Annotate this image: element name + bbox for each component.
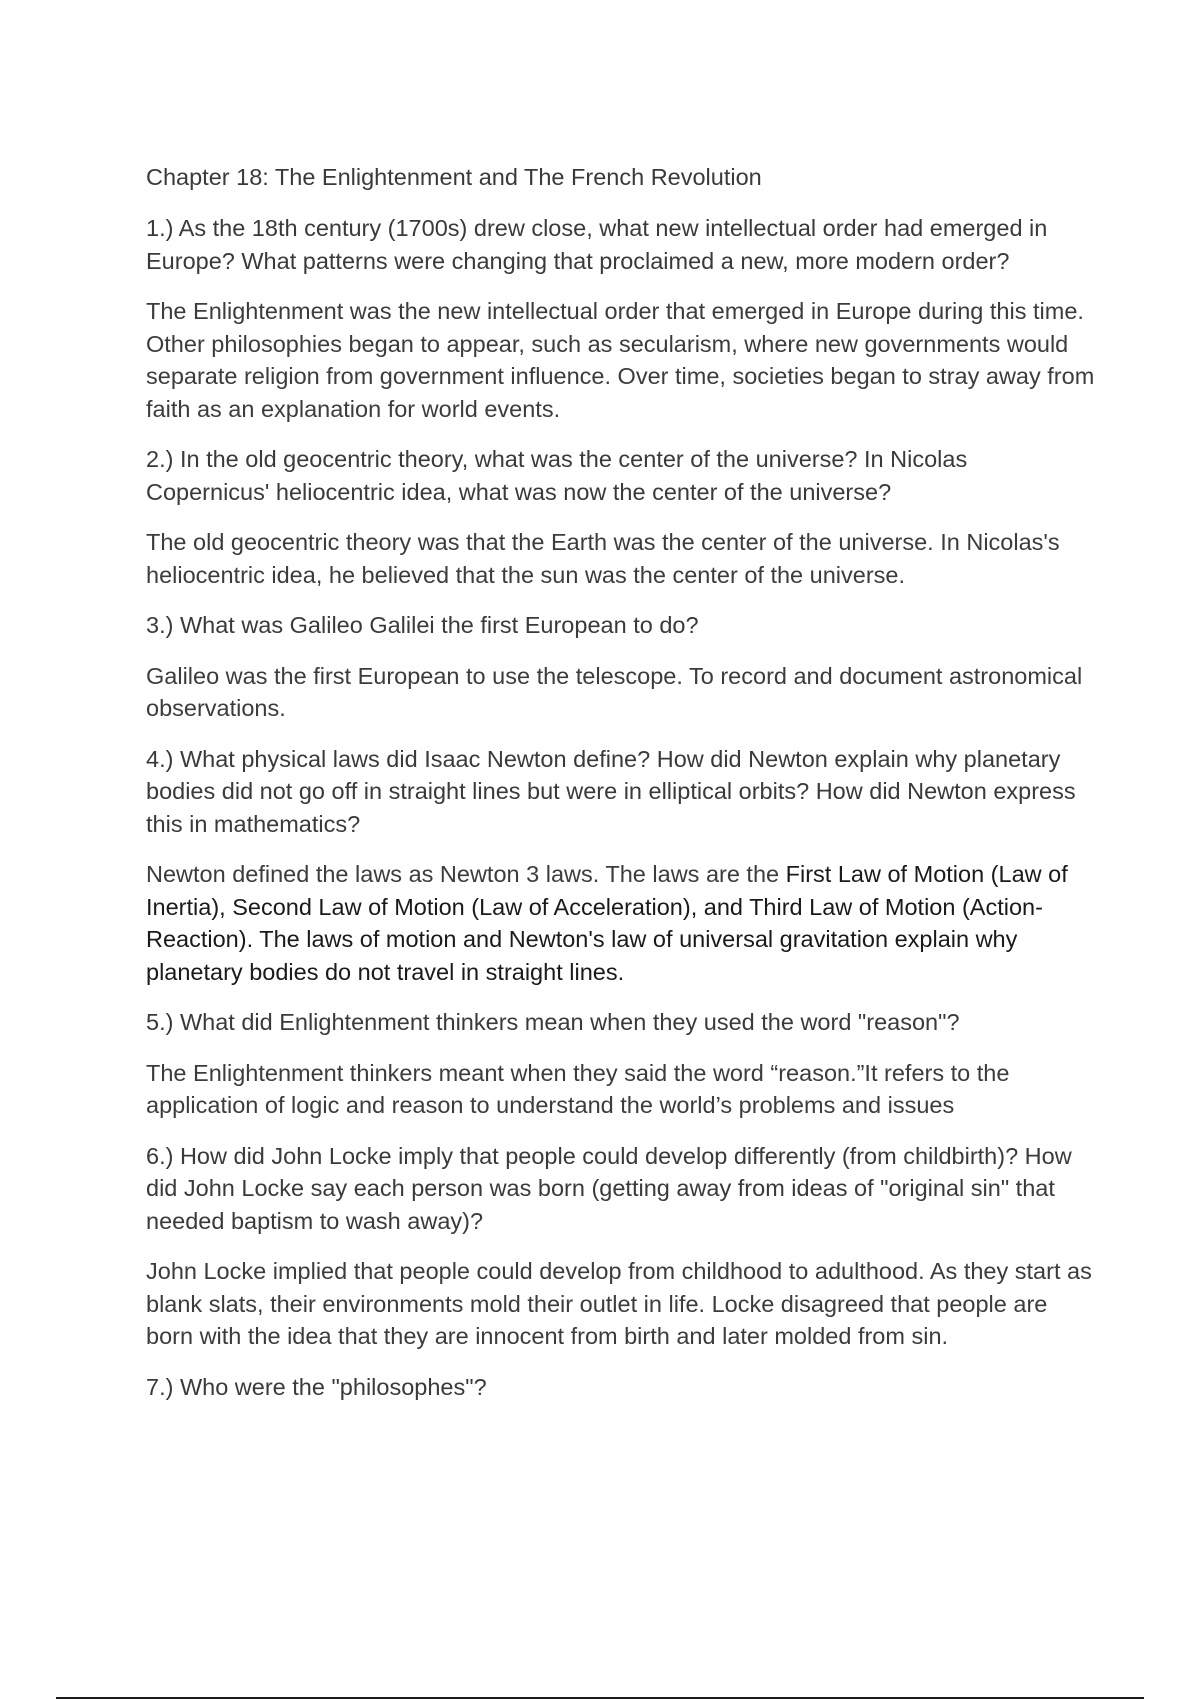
answer-3: Galileo was the first European to use the telescope. To record and document astronomical observations.	[146, 662, 1083, 721]
question-5: 5.) What did Enlightenment thinkers mean when they used the word "reason"?	[146, 1009, 960, 1035]
answer-4	[146, 858, 1096, 988]
answer-4-part-2: First Law of Motion (Law of Inertia), Second Law of Motion (Law of Acceleration), and Third Law of Motion (Action-Reaction). The laws of motion and Newton's law of universal gravitation explain why planetary bodies do not travel in straight lines.	[146, 861, 1068, 985]
document-title: Chapter 18: The Enlightenment and The French Revolution	[146, 164, 762, 190]
page-bottom-rule	[56, 1697, 1144, 1699]
answer-5: The Enlightenment thinkers meant when they said the word “reason.”It refers to the application of logic and reason to understand the world’s problems and issues	[146, 1059, 1010, 1118]
answer-2: The old geocentric theory was that the Earth was the center of the universe. In Nicolas's heliocentric idea, he believed that the sun was the center of the universe.	[146, 529, 1060, 588]
document-body	[146, 162, 1096, 1421]
answer-4-part-1: Newton defined the laws as Newton 3 laws. The laws are the	[146, 861, 786, 887]
question-1: 1.) As the 18th century (1700s) drew close, what new intellectual order had emerged in Europe? What patterns were changing that proclaimed a new, more modern order?	[146, 215, 1048, 274]
question-4: 4.) What physical laws did Isaac Newton define? How did Newton explain why planetary bodies did not go off in straight lines but were in elliptical orbits? How did Newton express this in mathematics?	[146, 745, 1076, 837]
question-3: 3.) What was Galileo Galilei the first European to do?	[146, 612, 699, 638]
question-7: 7.) Who were the "philosophes"?	[146, 1373, 487, 1400]
answer-1: The Enlightenment was the new intellectual order that emerged in Europe during this time. Other philosophies began to appear, such as secularism, where new governments would separate religion from government influence. Over time, societies began to stray away from faith as an explanation for world events.	[146, 298, 1095, 422]
answer-6: John Locke implied that people could develop from childhood to adulthood. As they start as blank slats, their environments mold their outlet in life. Locke disagreed that people are born with the idea that they are innocent from birth and later molded from sin.	[146, 1258, 1092, 1349]
question-2: 2.) In the old geocentric theory, what was the center of the universe? In Nicolas Copernicus' heliocentric idea, what was now the center of the universe?	[146, 446, 968, 505]
question-6: 6.) How did John Locke imply that people could develop differently (from childbirth)? How did John Locke say each person was born (getting away from ideas of "original sin" that needed baptism to wash away)?	[146, 1142, 1072, 1234]
